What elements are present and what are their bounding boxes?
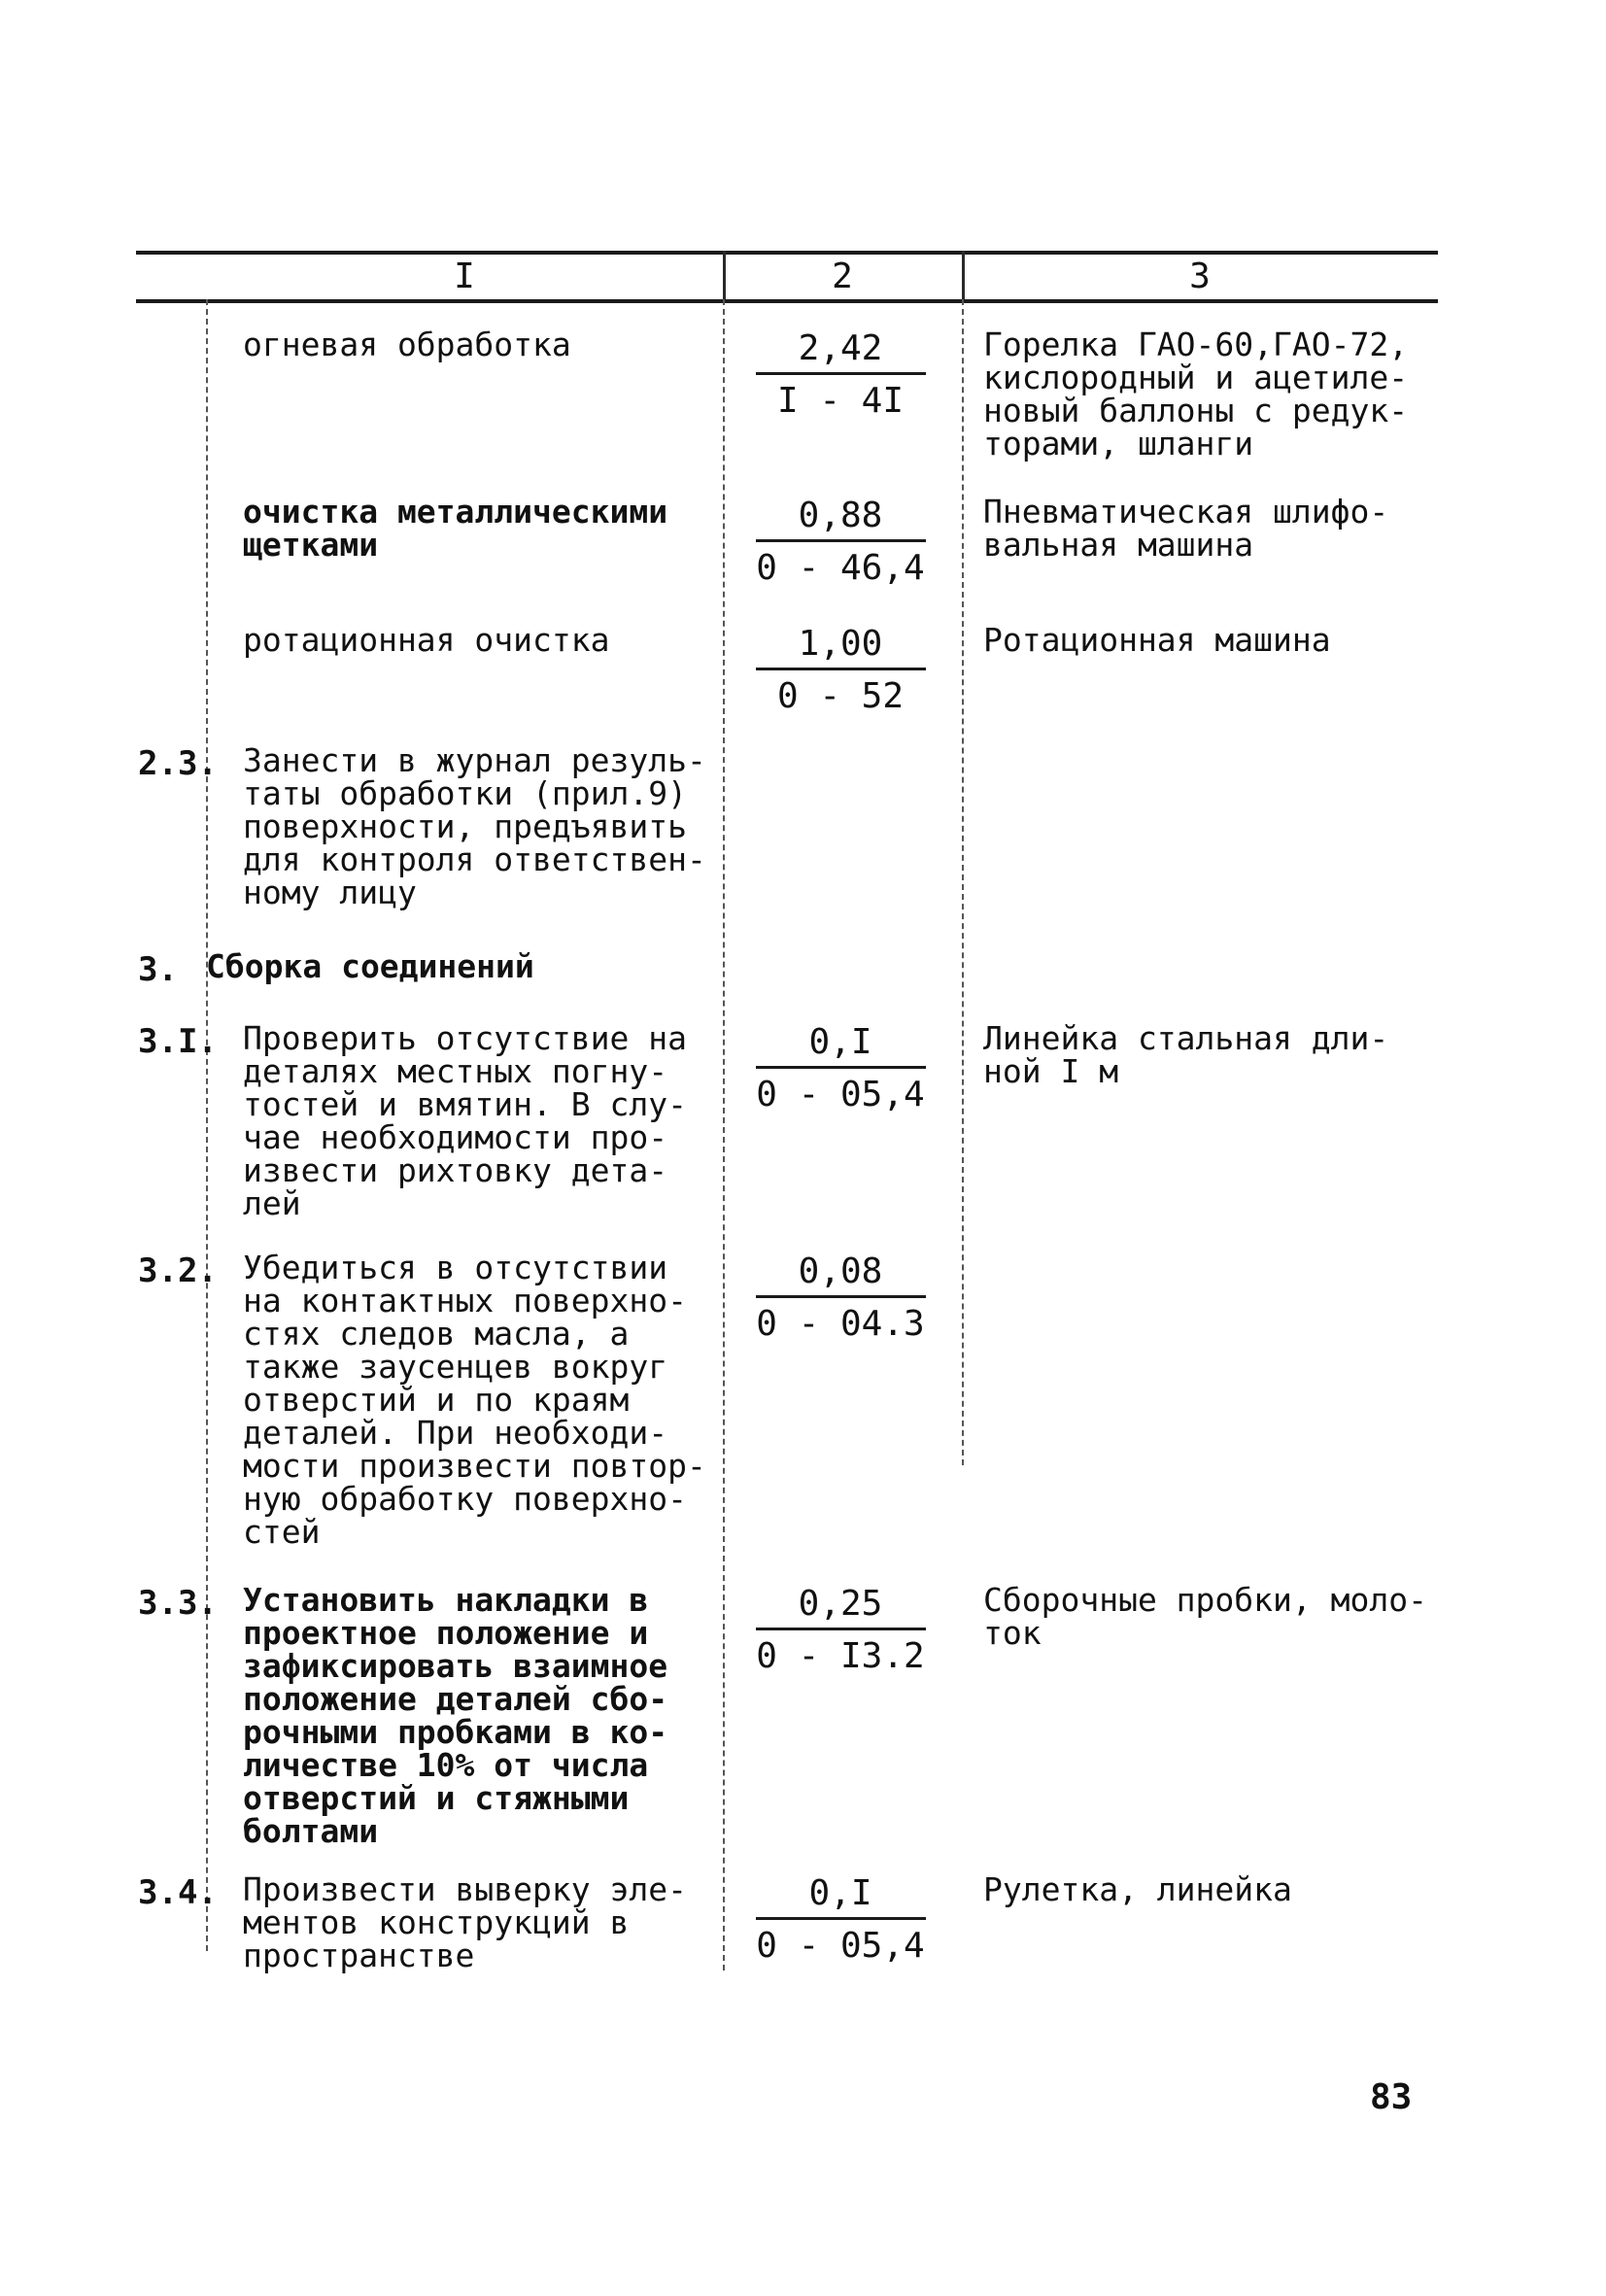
equipment-text: Ротационная машина bbox=[983, 621, 1331, 659]
norm-bottom: 0 - I3.2 bbox=[756, 1636, 925, 1676]
norm-fraction bbox=[738, 1251, 942, 1344]
table-top-rule bbox=[136, 251, 1438, 255]
norm-bottom: 0 - 04.3 bbox=[756, 1304, 925, 1344]
page-number: 83 bbox=[1370, 2077, 1413, 2117]
operation-text: очистка металлическими щетками bbox=[243, 493, 668, 564]
header-col-2: 2 bbox=[832, 257, 853, 296]
col-divider-2 bbox=[962, 299, 964, 1465]
operation-text: ротационная очистка bbox=[243, 621, 610, 659]
norm-top: 0,08 bbox=[798, 1251, 883, 1291]
section-title: Сборка соединений bbox=[206, 947, 534, 985]
equipment-text: Рулетка, линейка bbox=[983, 1870, 1292, 1908]
equipment-text: Сборочные пробки, моло- ток bbox=[983, 1581, 1427, 1652]
norm-top: 0,I bbox=[808, 1873, 872, 1913]
operation-text: Убедиться в отсутствии на контактных поверхно- стях следов масла, а также заусенцев вокруг отверстий и по краям деталей. При необходи- мости произвести повтор- ную обработку поверхно- стей bbox=[243, 1249, 706, 1551]
equipment-text: Горелка ГАО-60,ГАО-72, кислородный и ацетиле- новый баллоны с редук- торами, шланги bbox=[983, 326, 1409, 463]
norm-top: 0,25 bbox=[798, 1584, 883, 1624]
norm-top: 2,42 bbox=[798, 328, 883, 368]
row-number: 3.I. bbox=[138, 1022, 218, 1061]
norm-bottom: 0 - 05,4 bbox=[756, 1926, 925, 1966]
row-number: 3.4. bbox=[138, 1873, 218, 1912]
operation-text: Установить накладки в проектное положение и зафиксировать взаимное положение деталей сбо- рочными пробками в ко- личестве 10% от числа отверстий и стяжными болтами bbox=[243, 1581, 668, 1850]
norm-bottom: I - 4I bbox=[776, 381, 905, 421]
row-number: 3.2. bbox=[138, 1251, 218, 1290]
norm-bottom: 0 - 05,4 bbox=[756, 1075, 925, 1114]
equipment-text: Пневматическая шлифо- вальная машина bbox=[983, 493, 1389, 564]
col-divider-1 bbox=[723, 299, 725, 1970]
norm-fraction bbox=[738, 624, 942, 716]
operation-text: Проверить отсутствие на деталях местных погну- тостей и вмятин. В слу- чае необходимости про- извести рихтовку дета- лей bbox=[243, 1019, 687, 1222]
norm-top: 1,00 bbox=[798, 624, 883, 664]
norm-fraction bbox=[738, 1584, 942, 1676]
norm-fraction bbox=[738, 1873, 942, 1966]
norm-bottom: 0 - 46,4 bbox=[756, 548, 925, 588]
norm-top: 0,I bbox=[808, 1022, 872, 1062]
operation-text: Произвести выверку эле- ментов конструкций в пространстве bbox=[243, 1870, 687, 1974]
equipment-text: Линейка стальная дли- ной I м bbox=[983, 1019, 1389, 1090]
operation-text: Занести в журнал резуль- таты обработки (прил.9) поверхности, предъявить для контроля ответствен- ному лицу bbox=[243, 741, 706, 911]
header-col-3: 3 bbox=[1189, 257, 1211, 296]
header-col-1: I bbox=[454, 257, 475, 296]
section-number: 3. bbox=[138, 950, 178, 989]
norm-fraction bbox=[738, 1022, 942, 1114]
row-number: 3.3. bbox=[138, 1584, 218, 1623]
norm-top: 0,88 bbox=[798, 496, 883, 535]
col-divider-left bbox=[206, 299, 208, 1951]
row-number: 2.3. bbox=[138, 744, 218, 783]
norm-bottom: 0 - 52 bbox=[776, 676, 905, 716]
operation-text: огневая обработка bbox=[243, 326, 571, 363]
norm-fraction bbox=[738, 496, 942, 588]
norm-fraction bbox=[738, 328, 942, 421]
table-header-rule bbox=[136, 299, 1438, 303]
